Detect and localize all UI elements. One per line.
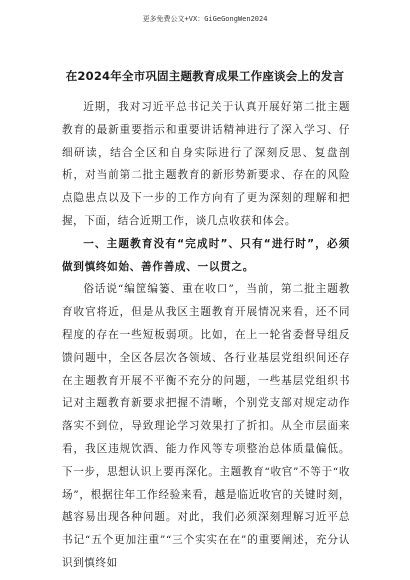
header-note: 更多免费公文+VX：GiGeGongWen2024 xyxy=(142,15,268,23)
document-title: 在2024年全市巩固主题教育成果工作座谈会上的发言 xyxy=(65,69,345,83)
section-heading-1: 一、主题教育没有“完成时”、只有“进行时”，必须做到慎终如始、善作善成、一以贯之。 xyxy=(62,237,350,273)
document-body xyxy=(62,96,350,575)
intro-paragraph: 近期，我对习近平总书记关于认真开展好第二批主题教育的最新重要指示和重要讲话精神进行了深入学习、仔细研读，结合全区和自身实际进行了深刻反思、复盘剖析，对当前第二批主题教育的新形势新要求、存在的风险点隐患点以及下一步的工作方向有了更为深刻的理解和把握，下面，结合近期工作，谈几点收获和体会。 xyxy=(62,101,350,227)
section-1-paragraph: 俗话说“编筐编篓、重在收口”，当前，第二批主题教育收官将近，但是从我区主题教育开展情况来看，还不同程度的存在一些短板弱项。比如，在上一轮省委督导组反馈问题中，全区各层次各领域、各行业基层党组织间还存在主题教育开展不平衡不充分的问题，一些基层党组织书记对主题教育新要求把握不清晰，个别党支部对规定动作落实不到位，导致理论学习效果打了折扣。从全市层面来看，我区违规饮酒、能力作风等专项整治总体质量偏低。下一步，思想认识上要再深化。主题教育“收官”不等于“收场”，根据往年工作经验来看，越是临近收官的关键时刻，越容易出现各种问题。对此，我们必须深刻理解习近平总书记“五个更加注重”“三个实实在在”的重要阐述，充分认识到慎终如 xyxy=(62,283,350,569)
